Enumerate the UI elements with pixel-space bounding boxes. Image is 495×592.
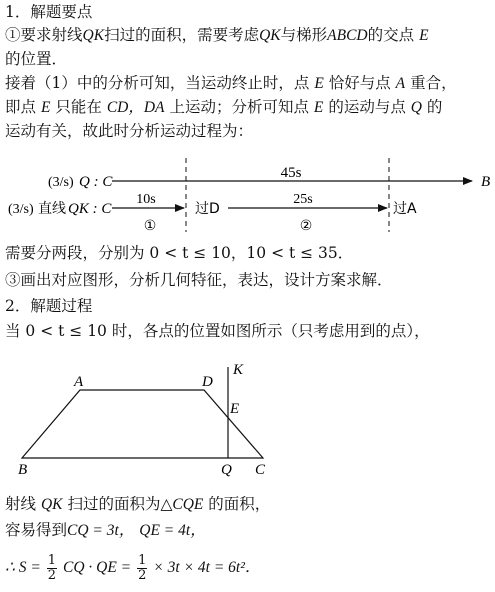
math-run: CQ · QE = (62, 559, 132, 576)
point-B-label: B (18, 462, 28, 478)
paragraph-line: 当 0 < t ≤ 10 时，各点的位置如图所示（只考虑用到的点）， (5, 322, 430, 340)
text-run: 的交点 (367, 26, 415, 44)
segment1-number: ① (143, 218, 157, 234)
math-run: CD，DA (106, 99, 165, 116)
math-run: QK (259, 27, 281, 44)
text-run: 的 (426, 98, 443, 116)
point-Q-label: Q (221, 462, 232, 478)
row1-time: 45s (280, 165, 302, 181)
paragraph-line (5, 494, 270, 515)
text-run: 射线 (5, 495, 37, 513)
text-run: 扫过的面积，需要考虑 (104, 26, 260, 44)
text-run: 与梯形 (280, 26, 328, 44)
row1-endpoint-B: B (481, 174, 491, 190)
fraction-half (47, 554, 57, 583)
text-run: 扫过的面积为△ (67, 495, 173, 513)
row2-text: 直线 (38, 201, 66, 217)
motion-process-diagram (0, 150, 495, 240)
point-D-label: D (202, 374, 213, 390)
segment2-end: 过A (393, 201, 417, 217)
text-run: 即点 (5, 98, 37, 116)
fraction-numerator: 1 (138, 552, 147, 568)
fraction-numerator: 1 (47, 552, 57, 568)
segment2-number: ② (299, 218, 313, 234)
point-E-label: E (230, 401, 240, 417)
text-run: 上运动；分析可知点 (169, 98, 309, 116)
fraction-denominator: 2 (47, 567, 57, 583)
text-run: 重合， (410, 74, 457, 92)
text-run: 的面积， (208, 495, 271, 513)
paragraph-line: ③画出对应图形，分析几何特征，表达，设计方案求解． (5, 271, 393, 289)
math-run: CQE (172, 496, 204, 513)
point-C-label: C (255, 462, 266, 478)
math-run: ABCD (327, 27, 368, 44)
math-run: E (419, 27, 429, 44)
paragraph-line (5, 25, 429, 46)
text-run: ①要求射线 (5, 26, 83, 44)
math-run: Q (410, 99, 422, 116)
row2-label: QK : C (68, 201, 112, 217)
row1-speed: (3/s) (48, 175, 74, 190)
row1-label: Q : C (79, 174, 113, 190)
text-run: 的运动与点 (328, 98, 406, 116)
paragraph-line: 运动有关，故此时分析运动过程为： (5, 122, 254, 140)
section-heading-key-points: 1．解题要点 (5, 3, 93, 21)
point-A-label: A (74, 374, 84, 390)
text-run: 恰好与点 (328, 74, 391, 92)
row2-speed: (3/s) (8, 202, 34, 217)
trapezoid-ABCD (22, 390, 263, 458)
segment1-end: 过D (195, 201, 220, 217)
math-run: E (313, 99, 324, 116)
paragraph-line (5, 520, 206, 541)
math-run: ∴ S = (5, 559, 41, 576)
section-heading-solution: 2．解题过程 (5, 297, 93, 315)
paragraph-line: 的位置． (5, 50, 68, 68)
text-run: 容易得到 (5, 521, 68, 539)
math-run: QE = 4t， (139, 522, 206, 539)
text-run: 接着（1）中的分析可知，当运动终止时，点 (5, 74, 310, 92)
segment1-time: 10s (136, 192, 156, 207)
paragraph-line (5, 97, 442, 118)
paragraph-line (5, 73, 457, 94)
trapezoid-figure (0, 355, 300, 480)
paragraph-line: 需要分两段，分别为 0 < t ≤ 10，10 < t ≤ 35． (5, 244, 354, 262)
fraction-denominator: 2 (138, 567, 147, 583)
math-run: E (40, 99, 51, 116)
math-run: A (395, 75, 406, 92)
math-run: E (314, 75, 324, 92)
math-run: CQ = 3t， (67, 522, 135, 539)
fraction-half (137, 554, 147, 583)
math-run: × 3t × 4t = 6t²． (153, 559, 261, 576)
math-run: QK (82, 27, 105, 44)
point-K-label: K (233, 362, 244, 378)
formula-line (5, 552, 260, 583)
math-run: QK (40, 496, 63, 513)
text-run: 只能在 (55, 98, 102, 116)
segment2-time: 25s (293, 192, 313, 207)
